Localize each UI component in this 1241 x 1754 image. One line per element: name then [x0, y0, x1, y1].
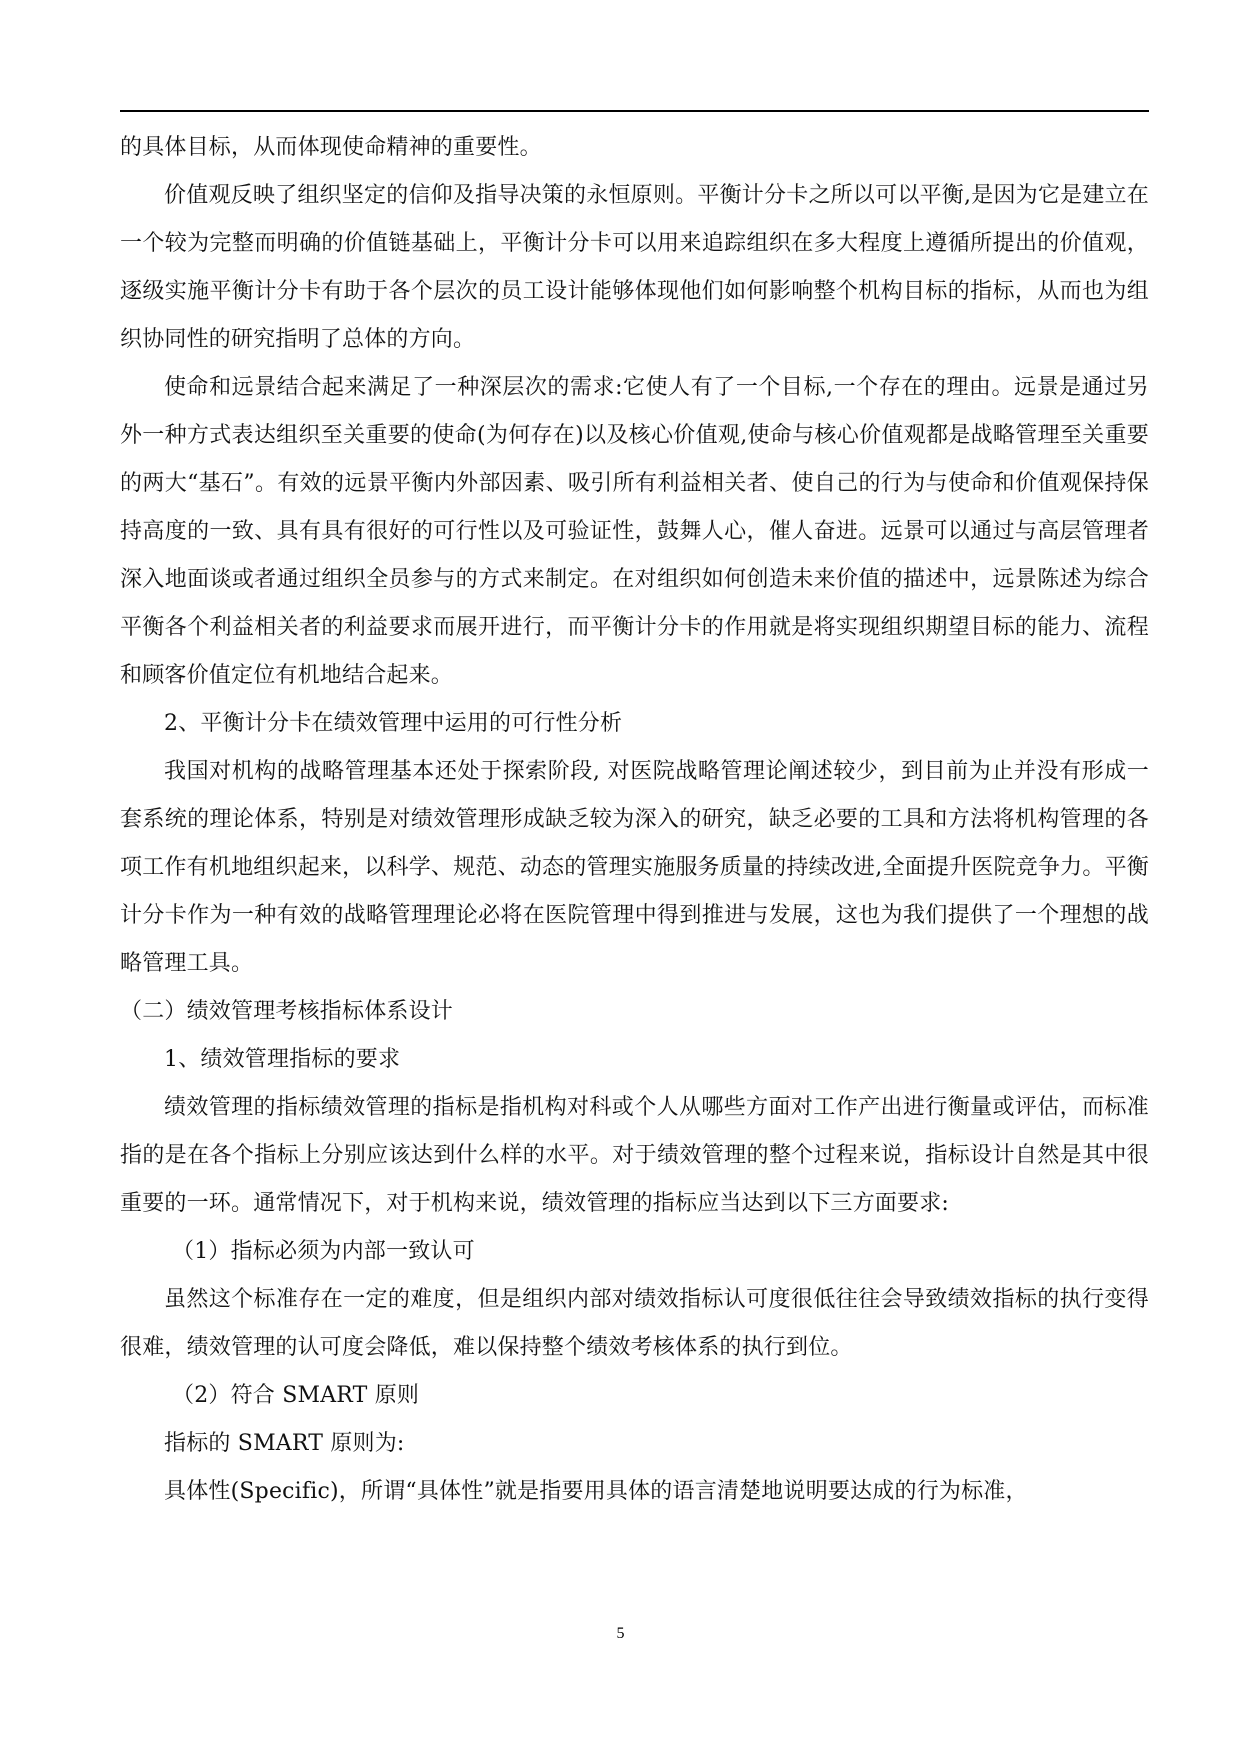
header-rule	[120, 110, 1149, 112]
paragraph-mission-end: 的具体目标，从而体现使命精神的重要性。	[120, 135, 542, 160]
paragraph-feasibility: 我国对机构的战略管理基本还处于探索阶段, 对医院战略管理论阐述较少，到目前为止并没有形成一套系统的理论体系，特别是对绩效管理形成缺乏较为深入的研究，缺乏必要的工具和方法将机构管理的各项工作有机地组织起来，以科学、规范、动态的管理实施服务质量的持续改进,全面提升医院竞争力。平衡计分卡作为一种有效的战略管理理论必将在医院管理中得到推进与发展，这也为我们提供了一个理想的战略管理工具。	[120, 759, 1149, 976]
section-heading-feasibility: 2、平衡计分卡在绩效管理中运用的可行性分析	[164, 711, 623, 736]
section-heading-requirements: 1、绩效管理指标的要求	[164, 1047, 401, 1072]
paragraph-values: 价值观反映了组织坚定的信仰及指导决策的永恒原则。平衡计分卡之所以可以平衡,是因为它是建立在一个较为完整而明确的价值链基础上，平衡计分卡可以用来追踪组织在多大程度上遵循所提出的价值观，逐级实施平衡计分卡有助于各个层次的员工设计能够体现他们如何影响整个机构目标的指标，从而也为组织协同性的研究指明了总体的方向。	[120, 183, 1149, 352]
paragraph-specific: 具体性(Specific)，所谓“具体性”就是指要用具体的语言清楚地说明要达成的行为标准，	[164, 1479, 1028, 1504]
document-page	[120, 124, 1149, 1516]
section-heading-index-system: （二）绩效管理考核指标体系设计	[120, 999, 454, 1024]
paragraph-requirements: 绩效管理的指标绩效管理的指标是指机构对科或个人从哪些方面对工作产出进行衡量或评估，而标准指的是在各个指标上分别应该达到什么样的水平。对于绩效管理的整个过程来说，指标设计自然是其中很重要的一环。通常情况下，对于机构来说，绩效管理的指标应当达到以下三方面要求:	[120, 1095, 1149, 1216]
paragraph-vision: 使命和远景结合起来满足了一种深层次的需求:它使人有了一个目标,一个存在的理由。远景是通过另外一种方式表达组织至关重要的使命(为何存在)以及核心价值观,使命与核心价值观都是战略管理至关重要的两大“基石”。有效的远景平衡内外部因素、吸引所有利益相关者、使自己的行为与使命和价值观保持保持高度的一致、具有具有很好的可行性以及可验证性，鼓舞人心，催人奋进。远景可以通过与高层管理者深入地面谈或者通过组织全员参与的方式来制定。在对组织如何创造未来价值的描述中，远景陈述为综合平衡各个利益相关者的利益要求而展开进行，而平衡计分卡的作用就是将实现组织期望目标的能力、流程和顾客价值定位有机地结合起来。	[120, 375, 1149, 688]
list-item-internal-consensus: （1）指标必须为内部一致认可	[172, 1239, 475, 1264]
paragraph-consensus-detail: 虽然这个标准存在一定的难度，但是组织内部对绩效指标认可度很低往往会导致绩效指标的执行变得很难，绩效管理的认可度会降低，难以保持整个绩效考核体系的执行到位。	[120, 1287, 1149, 1360]
list-item-smart-principle: （2）符合 SMART 原则	[172, 1383, 420, 1408]
paragraph-smart-intro: 指标的 SMART 原则为:	[164, 1431, 405, 1456]
page-number: 5	[616, 1625, 625, 1642]
